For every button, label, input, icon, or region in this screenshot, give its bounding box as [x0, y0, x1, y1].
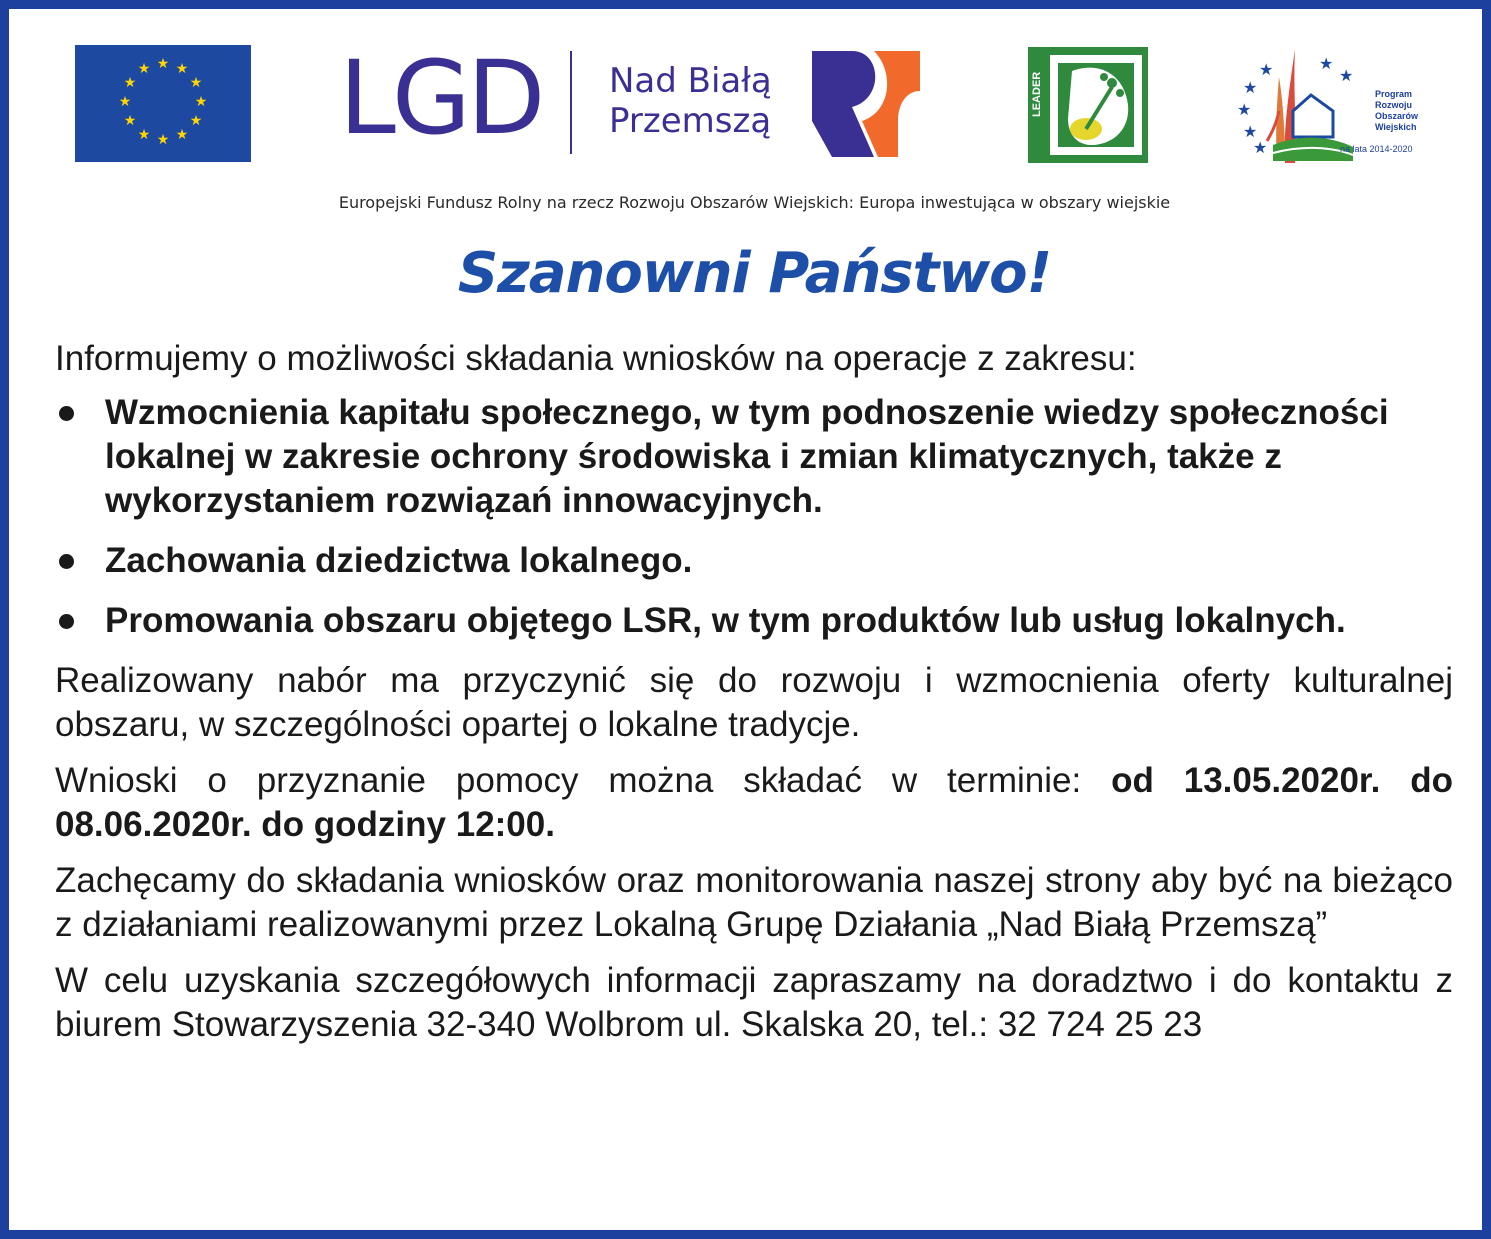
prow-line4: Wiejskich [1375, 122, 1417, 132]
prow-line1: Program [1375, 89, 1413, 99]
svg-text:★: ★ [189, 74, 203, 90]
list-item [55, 599, 1453, 643]
svg-text:★: ★ [189, 112, 203, 128]
intro-text: Informujemy o możliwości składania wniosków na operacje z zakresu: [55, 339, 1137, 378]
encourage-paragraph: Zachęcamy do składania wniosków oraz monitorowania naszej strony aby być na bieżąco z działaniami realizowanymi przez Lokalną Grupę Działania „Nad Białą Przemszą” [55, 861, 1453, 944]
svg-text:★: ★ [118, 93, 132, 109]
lgd-logo-divider [570, 51, 572, 154]
svg-text:★: ★ [156, 131, 170, 147]
list-item-text: Zachowania dziedzictwa lokalnego. [105, 541, 693, 580]
operations-list [55, 391, 1453, 643]
lgd-subtitle-line2: Przemszą [609, 101, 772, 141]
svg-text:★: ★ [137, 126, 151, 142]
notice-body [55, 337, 1453, 1047]
deadline-dates: od 13.05.2020r. do 08.06.2020r. do godziny 12:00. [55, 761, 1453, 844]
deadline-paragraph [55, 759, 1453, 847]
list-item [55, 539, 1453, 583]
lgd-mark-icon [812, 51, 920, 157]
eu-flag-logo [75, 45, 251, 162]
svg-text:★: ★ [123, 74, 137, 90]
svg-text:★: ★ [1253, 140, 1268, 157]
leader-logo [1028, 47, 1148, 163]
svg-text:★: ★ [123, 112, 137, 128]
lgd-logo-text: LGD [339, 39, 542, 158]
prow-line3: Obszarów [1375, 111, 1419, 121]
bullet-icon [59, 614, 74, 629]
svg-text:★: ★ [1259, 62, 1274, 79]
svg-text:★: ★ [137, 60, 151, 76]
svg-text:★: ★ [156, 55, 170, 71]
lgd-subtitle-line1: Nad Białą [609, 61, 772, 101]
leader-vertical-text: LEADER [1031, 71, 1043, 117]
logo-bar [9, 9, 1491, 179]
recruitment-paragraph: Realizowany nabór ma przyczynić się do rozwoju i wzmocnienia oferty kulturalnej obszaru, w szczególności opartej o lokalne tradycje. [55, 661, 1453, 744]
prow-years: na lata 2014-2020 [1340, 144, 1413, 154]
list-item-text: Wzmocnienia kapitału społecznego, w tym podnoszenie wiedzy społeczności lokalnej w zakresie ochrony środowiska i zmian klimatycznych, także z wykorzystaniem rozwiązań innowacyjnych. [105, 393, 1389, 520]
svg-text:★: ★ [1339, 68, 1354, 85]
svg-text:★: ★ [194, 93, 208, 109]
svg-text:★: ★ [175, 126, 189, 142]
list-item-text: Promowania obszaru objętego LSR, w tym produktów lub usług lokalnych. [105, 601, 1346, 640]
prow-logo-text [1375, 89, 1418, 133]
svg-text:★: ★ [175, 60, 189, 76]
bullet-icon [59, 554, 74, 569]
greeting-heading: Szanowni Państwo! [457, 241, 1052, 306]
prow-line2: Rozwoju [1375, 100, 1412, 110]
svg-text:★: ★ [1243, 124, 1258, 141]
lgd-logo-subtitle [609, 61, 772, 141]
svg-text:★: ★ [1243, 80, 1258, 97]
svg-text:★: ★ [1237, 102, 1252, 119]
list-item [55, 391, 1453, 523]
bullet-icon [59, 406, 74, 421]
deadline-prefix: Wnioski o przyznanie pomocy można składać w terminie: [55, 761, 1112, 800]
svg-text:★: ★ [1319, 56, 1334, 73]
eu-stars-icon [75, 45, 251, 162]
contact-paragraph: W celu uzyskania szczegółowych informacji zapraszamy na doradztwo i do kontaktu z biurem Stowarzyszenia 32-340 Wolbrom ul. Skalska 20, tel.: 32 724 25 23 [55, 961, 1453, 1044]
fund-caption: Europejski Fundusz Rolny na rzecz Rozwoju Obszarów Wiejskich: Europa inwestująca w obszary wiejskie [338, 193, 1171, 212]
